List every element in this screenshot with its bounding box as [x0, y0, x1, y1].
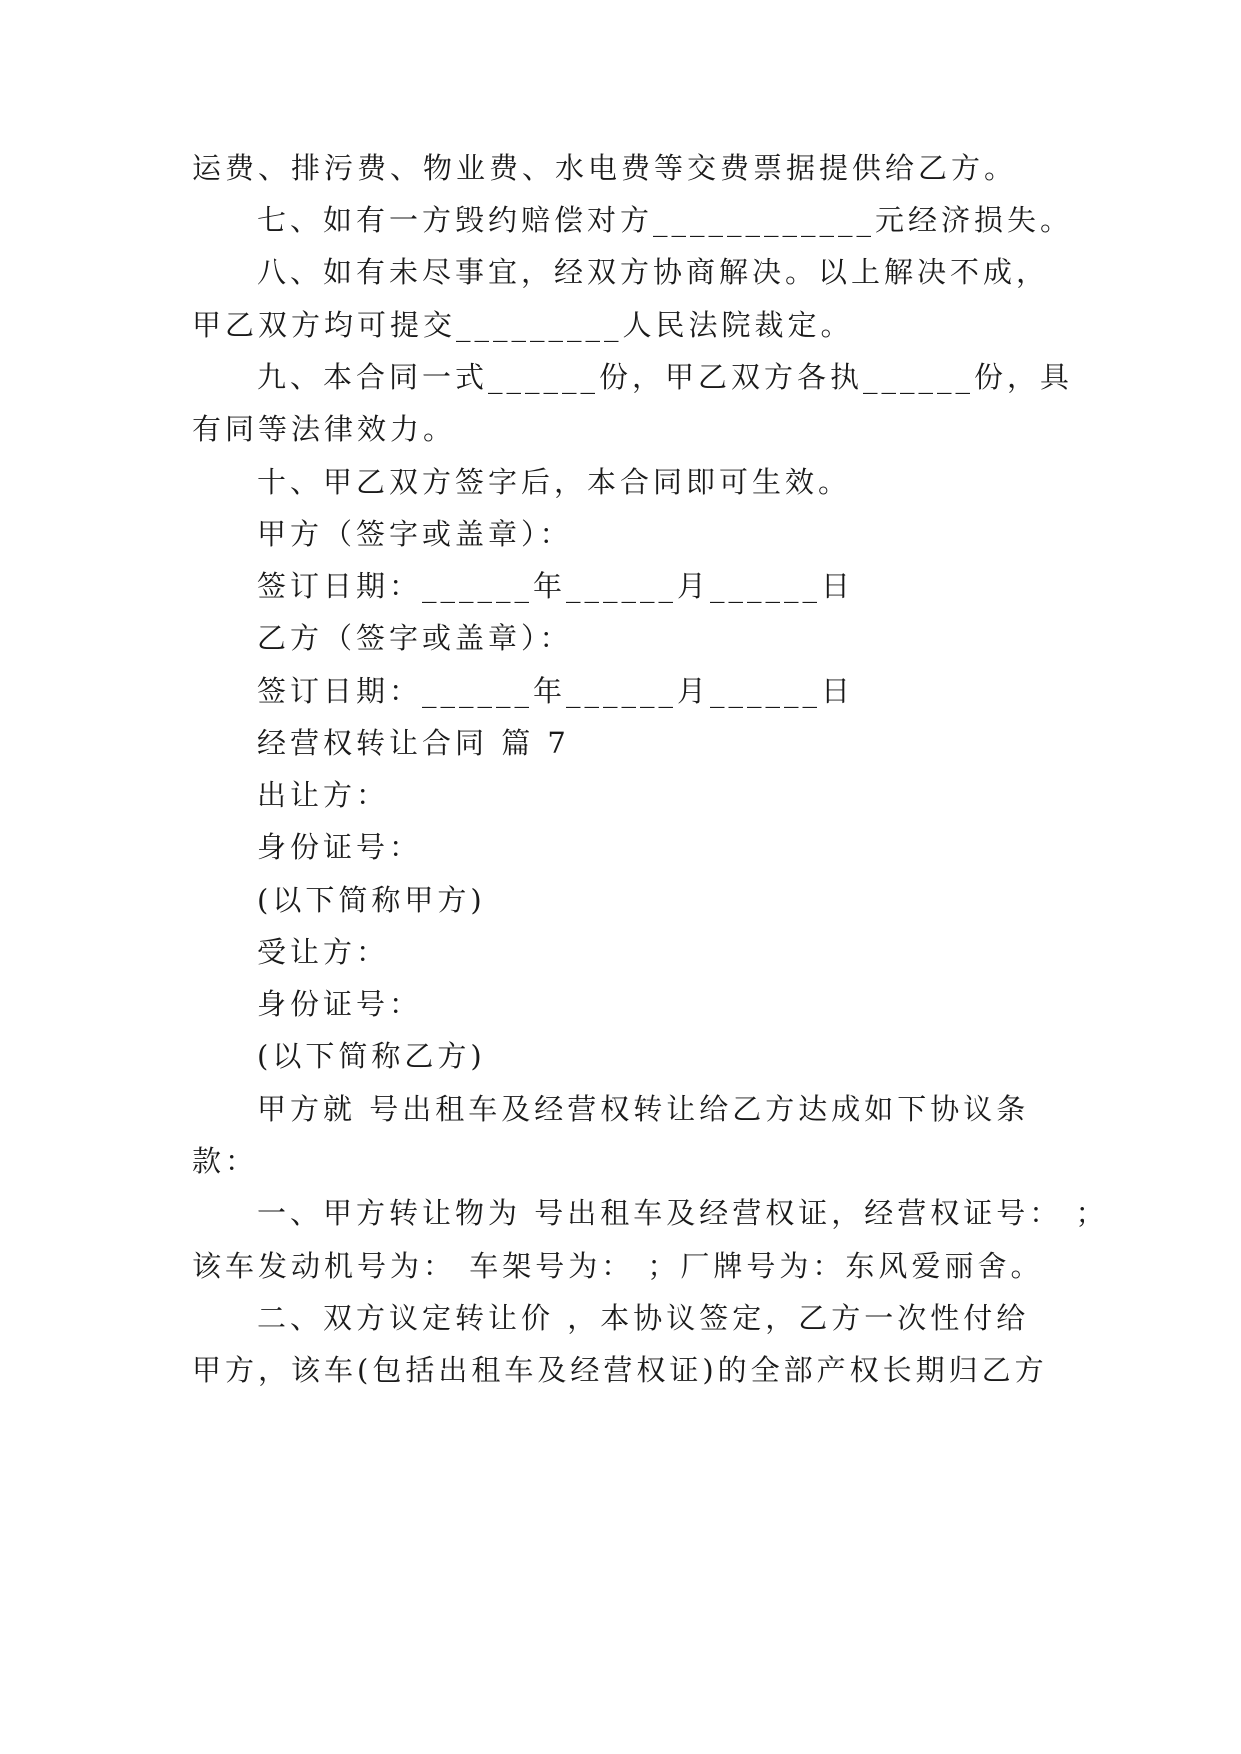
paragraph-line: 有同等法律效力。: [192, 412, 457, 446]
clause-1: 一、甲方转让物为 号出租车及经营权证，经营权证号： ；: [257, 1196, 1109, 1230]
id-number-label: 身份证号：: [257, 987, 423, 1021]
paragraph-line: 运费、排污费、物业费、水电费等交费票据提供给乙方。: [192, 151, 1018, 185]
paragraph-line: 甲方，该车(包括出租车及经营权证)的全部产权长期归乙方: [192, 1353, 1048, 1387]
paragraph-line: 甲乙双方均可提交_________人民法院裁定。: [192, 308, 854, 342]
transferee-label: 受让方：: [257, 935, 390, 969]
signing-date-a: 签订日期：______年______月______日: [257, 569, 855, 603]
signing-date-b: 签订日期：______年______月______日: [257, 674, 855, 708]
paragraph-line: 该车发动机号为： 车架号为： ；厂牌号为：东风爱丽舍。: [192, 1249, 1044, 1283]
party-b-alias: (以下简称乙方): [257, 1039, 486, 1073]
clause-7: 七、如有一方毁约赔偿对方____________元经济损失。: [257, 203, 1074, 237]
party-a-alias: (以下简称甲方): [257, 883, 486, 917]
party-a-signature: 甲方（签字或盖章）：: [257, 517, 573, 551]
agreement-intro: 甲方就 号出租车及经营权转让给乙方达成如下协议条: [257, 1092, 1030, 1126]
clause-10: 十、甲乙双方签字后，本合同即可生效。: [257, 465, 852, 499]
paragraph-line: 款：: [192, 1144, 259, 1178]
clause-9: 九、本合同一式______份，甲乙双方各执______份，具: [257, 360, 1074, 394]
section-title: 经营权转让合同 篇 7: [257, 726, 570, 760]
clause-2: 二、双方议定转让价 ，本协议签定，乙方一次性付给: [257, 1301, 1030, 1335]
transferor-label: 出让方：: [257, 778, 390, 812]
party-b-signature: 乙方（签字或盖章）：: [257, 621, 573, 655]
clause-8: 八、如有未尽事宜，经双方协商解决。以上解决不成，: [257, 255, 1050, 289]
id-number-label: 身份证号：: [257, 830, 423, 864]
